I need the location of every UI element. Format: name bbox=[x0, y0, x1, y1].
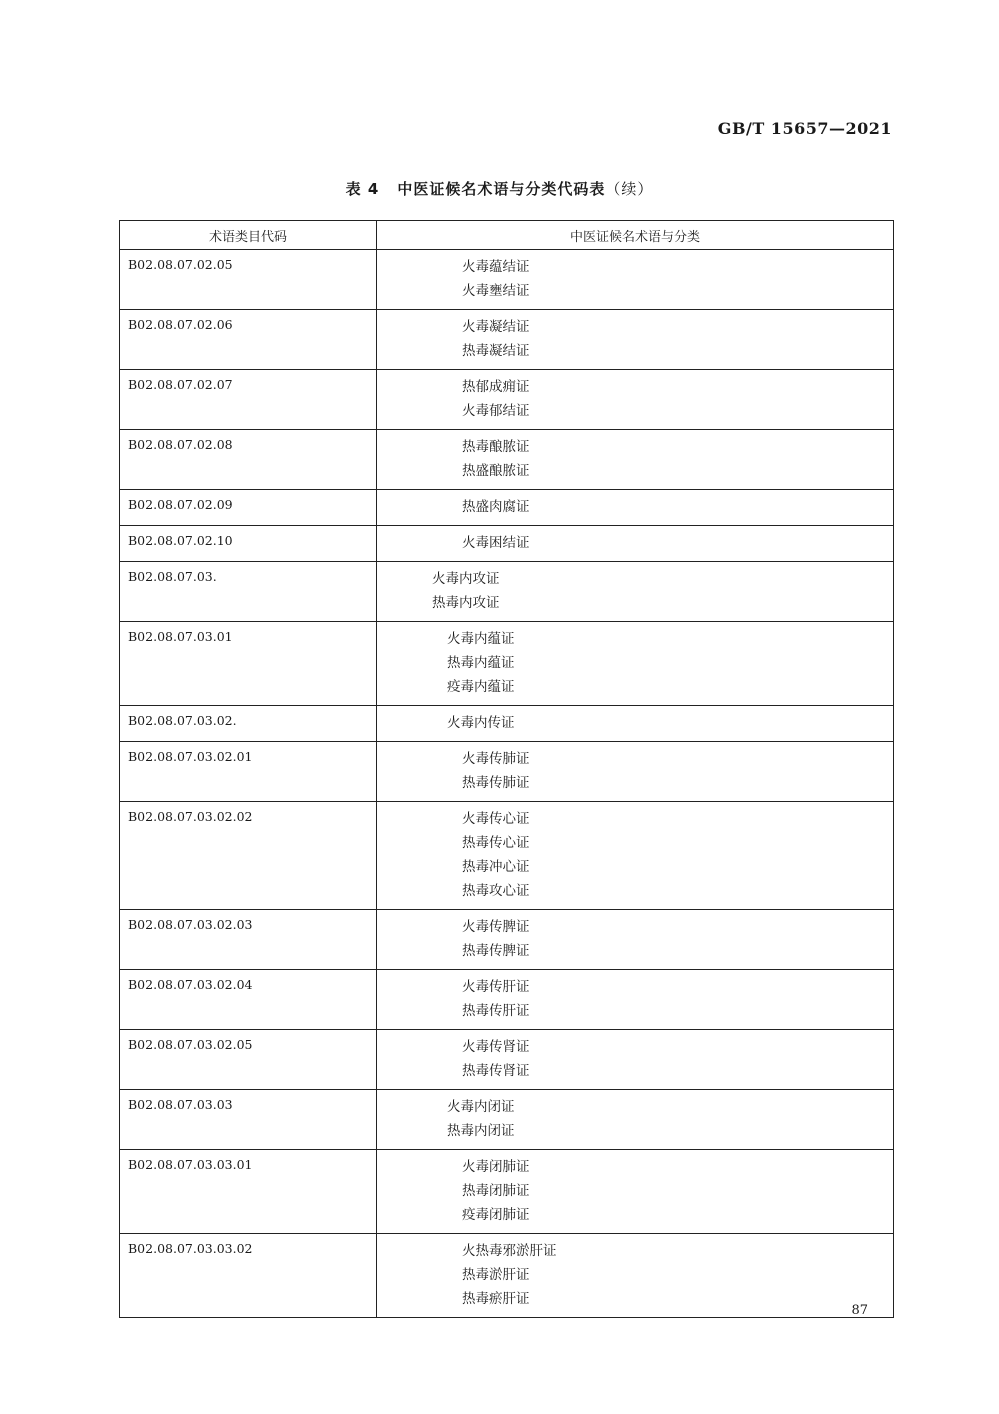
syndrome-terms-cell bbox=[377, 526, 894, 562]
table-row bbox=[120, 622, 894, 706]
syndrome-term: 火毒内攻证 bbox=[432, 571, 500, 587]
table-row bbox=[120, 706, 894, 742]
syndrome-term: 热毒传肝证 bbox=[462, 1003, 530, 1019]
category-code: B02.08.07.02.07 bbox=[120, 370, 377, 430]
table-row bbox=[120, 370, 894, 430]
category-code: B02.08.07.03.02.05 bbox=[120, 1030, 377, 1090]
syndrome-term: 热毒传肺证 bbox=[462, 775, 530, 791]
syndrome-term: 火毒传心证 bbox=[462, 811, 530, 827]
category-code: B02.08.07.03.03 bbox=[120, 1090, 377, 1150]
table-row bbox=[120, 250, 894, 310]
syndrome-terms-cell bbox=[377, 370, 894, 430]
syndrome-term: 热毒瘀肝证 bbox=[462, 1291, 530, 1307]
syndrome-terms-cell bbox=[377, 742, 894, 802]
table-row bbox=[120, 910, 894, 970]
category-code: B02.08.07.02.10 bbox=[120, 526, 377, 562]
syndrome-term: 热毒凝结证 bbox=[462, 343, 530, 359]
syndrome-terms-cell bbox=[377, 1234, 894, 1318]
category-code: B02.08.07.02.05 bbox=[120, 250, 377, 310]
table-row bbox=[120, 970, 894, 1030]
syndrome-term: 热郁成痈证 bbox=[462, 379, 530, 395]
syndrome-terms-cell bbox=[377, 1090, 894, 1150]
syndrome-term: 火毒困结证 bbox=[462, 535, 530, 551]
syndrome-term: 热毒传心证 bbox=[462, 835, 530, 851]
syndrome-term: 火毒蕴结证 bbox=[462, 259, 530, 275]
page-number: 87 bbox=[851, 1303, 868, 1318]
syndrome-terms-cell bbox=[377, 970, 894, 1030]
syndrome-term: 火毒内闭证 bbox=[447, 1099, 515, 1115]
syndrome-term: 火毒内传证 bbox=[447, 715, 515, 731]
syndrome-term: 热毒内攻证 bbox=[432, 595, 500, 611]
table-header-row bbox=[120, 221, 894, 250]
syndrome-term: 热盛酿脓证 bbox=[462, 463, 530, 479]
table-row bbox=[120, 1090, 894, 1150]
category-code: B02.08.07.03.02.03 bbox=[120, 910, 377, 970]
table-row bbox=[120, 742, 894, 802]
table-row bbox=[120, 310, 894, 370]
table-row bbox=[120, 562, 894, 622]
category-code: B02.08.07.03.03.02 bbox=[120, 1234, 377, 1318]
syndrome-term: 火毒传脾证 bbox=[462, 919, 530, 935]
header-terms: 中医证候名术语与分类 bbox=[377, 221, 894, 250]
table-row bbox=[120, 490, 894, 526]
syndrome-term: 火毒闭肺证 bbox=[462, 1159, 530, 1175]
category-code: B02.08.07.03. bbox=[120, 562, 377, 622]
header-code: 术语类目代码 bbox=[120, 221, 377, 250]
syndrome-term: 热毒酿脓证 bbox=[462, 439, 530, 455]
category-code: B02.08.07.03.02.02 bbox=[120, 802, 377, 910]
syndrome-term: 热盛肉腐证 bbox=[462, 499, 530, 515]
table-number: 表 4 bbox=[345, 180, 380, 198]
category-code: B02.08.07.03.02.01 bbox=[120, 742, 377, 802]
syndrome-term: 热毒传脾证 bbox=[462, 943, 530, 959]
syndrome-term: 火毒壅结证 bbox=[462, 283, 530, 299]
syndrome-term: 疫毒闭肺证 bbox=[462, 1207, 530, 1223]
syndrome-terms-cell bbox=[377, 910, 894, 970]
category-code: B02.08.07.03.03.01 bbox=[120, 1150, 377, 1234]
syndrome-term: 火热毒邪淤肝证 bbox=[462, 1243, 557, 1259]
syndrome-term: 火毒凝结证 bbox=[462, 319, 530, 335]
table-continued-mark: （续） bbox=[605, 180, 654, 198]
syndrome-term: 火毒郁结证 bbox=[462, 403, 530, 419]
syndrome-code-table bbox=[119, 220, 894, 1318]
table-row bbox=[120, 802, 894, 910]
syndrome-term: 热毒冲心证 bbox=[462, 859, 530, 875]
syndrome-term: 火毒传肝证 bbox=[462, 979, 530, 995]
category-code: B02.08.07.03.01 bbox=[120, 622, 377, 706]
category-code: B02.08.07.03.02. bbox=[120, 706, 377, 742]
syndrome-term: 热毒内闭证 bbox=[447, 1123, 515, 1139]
syndrome-term: 热毒淤肝证 bbox=[462, 1267, 530, 1283]
table-row bbox=[120, 526, 894, 562]
syndrome-terms-cell bbox=[377, 250, 894, 310]
category-code: B02.08.07.02.08 bbox=[120, 430, 377, 490]
syndrome-term: 火毒传肾证 bbox=[462, 1039, 530, 1055]
syndrome-term: 火毒内蕴证 bbox=[447, 631, 515, 647]
table-caption bbox=[0, 178, 999, 199]
standard-id: GB/T 15657—2021 bbox=[717, 119, 892, 138]
syndrome-terms-cell bbox=[377, 802, 894, 910]
syndrome-term: 热毒闭肺证 bbox=[462, 1183, 530, 1199]
category-code: B02.08.07.02.06 bbox=[120, 310, 377, 370]
syndrome-terms-cell bbox=[377, 310, 894, 370]
table-title: 中医证候名术语与分类代码表 bbox=[397, 180, 606, 198]
table-row bbox=[120, 430, 894, 490]
syndrome-terms-cell bbox=[377, 622, 894, 706]
syndrome-term: 火毒传肺证 bbox=[462, 751, 530, 767]
table-row bbox=[120, 1234, 894, 1318]
table-row bbox=[120, 1030, 894, 1090]
syndrome-terms-cell bbox=[377, 562, 894, 622]
syndrome-terms-cell bbox=[377, 1150, 894, 1234]
category-code: B02.08.07.02.09 bbox=[120, 490, 377, 526]
syndrome-terms-cell bbox=[377, 490, 894, 526]
syndrome-terms-cell bbox=[377, 430, 894, 490]
table-row bbox=[120, 1150, 894, 1234]
syndrome-term: 热毒攻心证 bbox=[462, 883, 530, 899]
table-body bbox=[120, 250, 894, 1318]
syndrome-term: 热毒内蕴证 bbox=[447, 655, 515, 671]
category-code: B02.08.07.03.02.04 bbox=[120, 970, 377, 1030]
syndrome-terms-cell bbox=[377, 706, 894, 742]
syndrome-terms-cell bbox=[377, 1030, 894, 1090]
syndrome-term: 热毒传肾证 bbox=[462, 1063, 530, 1079]
syndrome-term: 疫毒内蕴证 bbox=[447, 679, 515, 695]
